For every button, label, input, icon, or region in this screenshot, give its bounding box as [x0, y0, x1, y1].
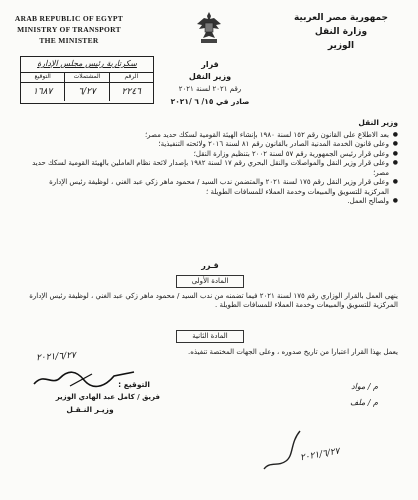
header-ar-minister: الوزير	[327, 41, 355, 51]
eagle-emblem-icon	[195, 10, 223, 46]
body-intro: وزير النقل	[358, 118, 398, 127]
stamp-value-attachments: ٦/٢٧	[64, 83, 108, 101]
preamble-item: ● وعلى قرار وزير النقل والمواصلات والنقل البحري رقم ١٧ لسنة ١٩٨٢ بإصدار لائحة نظام العاملين بالهيئة القومية لسكك حديد مصر؛	[28, 159, 398, 178]
header-en-ministry: MINISTRY OF TRANSPORT	[17, 25, 121, 34]
article2-text: يعمل بهذا القرار اعتبارا من تاريخ صدوره ، وعلى الجهات المختصة تنفيذه.	[188, 348, 398, 356]
stamp-col-number: الرقم	[109, 73, 153, 82]
stamp-value-row	[21, 83, 153, 101]
stamp-value-number: ٢٢٤٦	[109, 83, 153, 101]
decree-date: صادر في ١٥/ ٦ /٢٠٢١	[170, 97, 250, 106]
handwritten-date: ٢٠٢١/٦/٢٧	[35, 350, 77, 364]
stamp-header-row	[21, 72, 153, 83]
header-ar-country: جمهورية مصر العربية	[293, 13, 389, 23]
preamble-list	[28, 131, 398, 207]
preamble-item: ● وعلى قانون الخدمة المدنية الصادر بالقانون رقم ٨١ لسنة ٢٠١٦ ولائحته التنفيذية؛	[28, 140, 398, 149]
note-line-2: م / ملف	[350, 398, 378, 407]
note-scribble-icon	[250, 425, 310, 475]
stamp-col-signature: التوقيع	[34, 73, 51, 80]
preamble-item: ● ولصالح العمل.	[28, 197, 398, 206]
signatory-title: وزيـر النـقـل	[66, 405, 114, 414]
preamble-item: ● وعلى قرار رئيس الجمهورية رقم ٥٧ لسنة ٢٠٠٢ بتنظيم وزارة النقل؛	[28, 150, 398, 159]
article2-heading: المادة الثانية	[176, 330, 244, 343]
article1-heading: المادة الأولى	[176, 275, 244, 288]
decree-title: قرار	[201, 60, 219, 69]
stamp-col-attachments: المشتملات	[64, 73, 108, 82]
signatory-name: فريق / كامل عبد الهادي الوزير	[55, 393, 160, 401]
decree-number: رقم ٢٠٢١ لسنة ٢٠٢١	[178, 85, 242, 93]
decree-issuer: وزير النقل	[188, 72, 232, 81]
preamble-item: ● بعد الاطلاع على القانون رقم ١٥٢ لسنة ١٩٨٠ بإنشاء الهيئة القومية لسكك حديد مصر؛	[28, 131, 398, 140]
header-en-minister: THE MINISTER	[39, 36, 99, 45]
stamp-value-signature: ١٦٨٧	[33, 87, 53, 97]
note-line-1: م / مواد	[351, 382, 378, 391]
article1-text: ينهى العمل بالقرار الوزاري رقم ١٧٥ لسنة ٢٠٢١ فيما تضمنه من ندب السيد / محمود ماهر زكي عبد الغني ، لوظيفة رئيس الإدارة المركزية للتسويق والمبيعات وخدمة العملاء للمسافات الطويلة .	[29, 292, 398, 310]
note-date: ٢٠٢١/٦/٢٧	[299, 446, 341, 464]
header-en-country: ARAB REPUBLIC OF EGYPT	[14, 14, 124, 23]
preamble-item: ● وعلى قرار وزير النقل رقم ١٧٥ لسنة ٢٠٢١ والمتضمن ندب السيد / محمود ماهر زكي عبد الغني ، لوظيفة رئيس الإدارة المركزية للتسويق والمبيعات وخدمة العملاء للمسافات الطويلة ؛	[28, 178, 398, 197]
receipt-stamp	[20, 56, 154, 104]
stamp-title: سكرتارية رئيس مجلس الإدارة	[37, 59, 137, 68]
decided-heading: قـرر	[201, 261, 219, 270]
signature-label: التوقيع :	[118, 380, 150, 389]
header-ar-ministry: وزارة النقل	[314, 27, 368, 37]
